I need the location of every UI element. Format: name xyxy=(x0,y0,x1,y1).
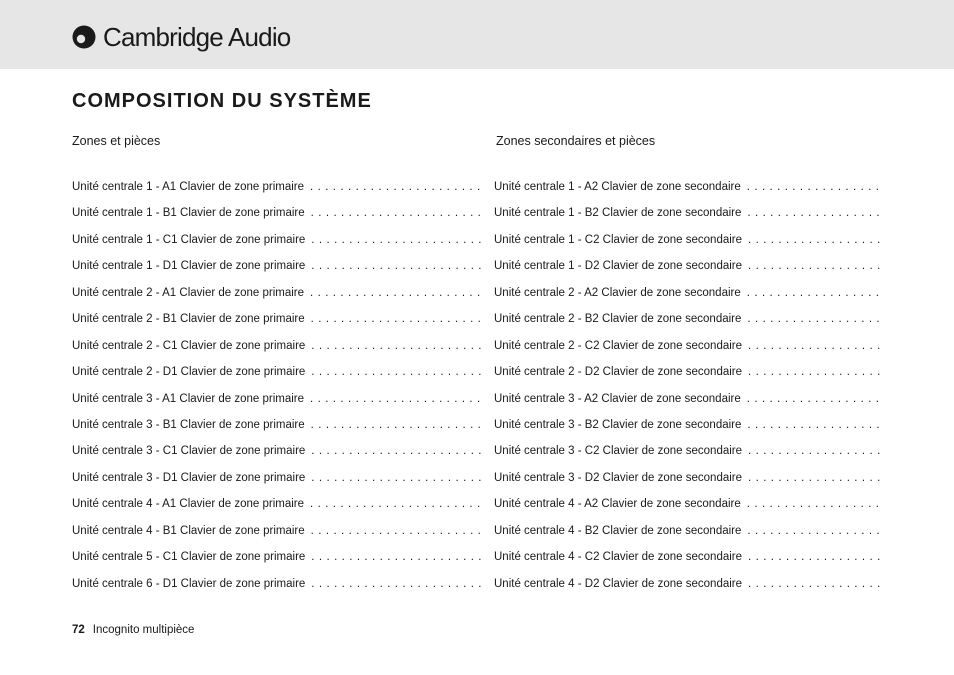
list-item xyxy=(72,363,482,389)
list-item xyxy=(72,416,482,442)
dot-leader xyxy=(748,231,884,249)
dot-leader xyxy=(311,231,482,249)
row-label: Unité centrale 1 - B1 Clavier de zone primaire xyxy=(72,207,305,220)
dot-leader xyxy=(311,363,482,381)
row-label: Unité centrale 4 - B1 Clavier de zone primaire xyxy=(72,524,305,537)
row-label: Unité centrale 1 - C2 Clavier de zone secondaire xyxy=(494,233,743,246)
left-column-heading: Zones et pièces xyxy=(72,134,161,148)
row-label: Unité centrale 3 - C2 Clavier de zone secondaire xyxy=(494,445,743,458)
page-number: 72 xyxy=(72,624,85,636)
row-label: Unité centrale 4 - A2 Clavier de zone secondaire xyxy=(494,498,741,511)
dot-leader xyxy=(747,495,884,513)
list-item xyxy=(494,284,884,310)
row-label: Unité centrale 1 - C1 Clavier de zone primaire xyxy=(72,233,306,246)
list-item xyxy=(494,204,884,230)
row-label: Unité centrale 2 - C2 Clavier de zone secondaire xyxy=(494,339,743,352)
dot-leader xyxy=(747,178,884,196)
row-label: Unité centrale 2 - B1 Clavier de zone primaire xyxy=(72,313,305,326)
list-item xyxy=(72,469,482,495)
section-name: Incognito multipièce xyxy=(92,624,195,636)
dot-leader xyxy=(748,363,884,381)
row-label: Unité centrale 4 - C2 Clavier de zone secondaire xyxy=(494,551,743,564)
list-item xyxy=(494,548,884,574)
dot-leader xyxy=(748,575,884,593)
list-item xyxy=(72,257,482,283)
list-item xyxy=(72,178,482,204)
row-label: Unité centrale 1 - D2 Clavier de zone secondaire xyxy=(494,260,743,273)
dot-leader xyxy=(310,495,482,513)
page-header xyxy=(0,0,954,69)
row-label: Unité centrale 5 - C1 Clavier de zone primaire xyxy=(72,551,306,564)
row-label: Unité centrale 4 - D2 Clavier de zone secondaire xyxy=(494,577,743,590)
row-label: Unité centrale 2 - D1 Clavier de zone primaire xyxy=(72,366,306,379)
dot-leader xyxy=(311,548,482,566)
brand-name: Cambridge Audio xyxy=(103,21,291,52)
row-label: Unité centrale 3 - A1 Clavier de zone primaire xyxy=(72,392,305,405)
dot-leader xyxy=(310,178,482,196)
secondary-zones-list xyxy=(494,178,884,601)
row-label: Unité centrale 1 - D1 Clavier de zone primaire xyxy=(72,260,306,273)
page-footer xyxy=(72,624,194,636)
row-label: Unité centrale 4 - A1 Clavier de zone primaire xyxy=(72,498,305,511)
row-label: Unité centrale 2 - A2 Clavier de zone secondaire xyxy=(494,286,741,299)
list-item xyxy=(494,337,884,363)
list-item xyxy=(494,231,884,257)
list-item xyxy=(72,390,482,416)
list-item xyxy=(72,522,482,548)
dot-leader xyxy=(747,390,884,408)
dot-leader xyxy=(748,337,884,355)
dot-leader xyxy=(748,469,884,487)
dot-leader xyxy=(310,390,482,408)
list-item xyxy=(72,284,482,310)
row-label: Unité centrale 6 - D1 Clavier de zone primaire xyxy=(72,577,306,590)
row-label: Unité centrale 3 - B1 Clavier de zone primaire xyxy=(72,418,305,431)
list-item xyxy=(72,231,482,257)
dot-leader xyxy=(310,284,482,302)
cambridge-audio-logo-icon xyxy=(72,25,96,49)
row-label: Unité centrale 3 - B2 Clavier de zone secondaire xyxy=(494,418,742,431)
dot-leader xyxy=(747,416,884,434)
list-item xyxy=(72,548,482,574)
row-label: Unité centrale 2 - A1 Clavier de zone primaire xyxy=(72,286,305,299)
dot-leader xyxy=(311,442,482,460)
dot-leader xyxy=(747,284,884,302)
list-item xyxy=(494,495,884,521)
list-item xyxy=(494,363,884,389)
list-item xyxy=(494,575,884,601)
row-label: Unité centrale 3 - C1 Clavier de zone primaire xyxy=(72,445,306,458)
dot-leader xyxy=(311,337,482,355)
list-item xyxy=(494,522,884,548)
dot-leader xyxy=(311,469,482,487)
list-item xyxy=(494,178,884,204)
list-item xyxy=(72,310,482,336)
row-label: Unité centrale 2 - D2 Clavier de zone secondaire xyxy=(494,366,743,379)
primary-zones-list xyxy=(72,178,482,601)
dot-leader xyxy=(311,416,482,434)
dot-leader xyxy=(748,548,884,566)
list-item xyxy=(72,575,482,601)
dot-leader xyxy=(311,575,482,593)
dot-leader xyxy=(311,257,482,275)
row-label: Unité centrale 3 - D1 Clavier de zone primaire xyxy=(72,471,306,484)
list-item xyxy=(72,204,482,230)
right-column-heading: Zones secondaires et pièces xyxy=(496,134,656,148)
dot-leader xyxy=(311,522,482,540)
list-item xyxy=(494,257,884,283)
dot-leader xyxy=(747,522,884,540)
list-item xyxy=(494,310,884,336)
dot-leader xyxy=(748,442,884,460)
dot-leader xyxy=(748,257,884,275)
list-item xyxy=(494,469,884,495)
row-label: Unité centrale 3 - A2 Clavier de zone secondaire xyxy=(494,392,741,405)
row-label: Unité centrale 1 - A2 Clavier de zone secondaire xyxy=(494,181,741,193)
list-item xyxy=(72,442,482,468)
row-label: Unité centrale 1 - B2 Clavier de zone secondaire xyxy=(494,207,742,220)
row-label: Unité centrale 2 - B2 Clavier de zone secondaire xyxy=(494,313,742,326)
dot-leader xyxy=(747,310,884,328)
list-item xyxy=(72,495,482,521)
brand-logo xyxy=(72,22,290,52)
row-label: Unité centrale 4 - B2 Clavier de zone secondaire xyxy=(494,524,742,537)
row-label: Unité centrale 1 - A1 Clavier de zone primaire xyxy=(72,181,305,193)
list-item xyxy=(494,390,884,416)
dot-leader xyxy=(311,204,482,222)
list-item xyxy=(494,442,884,468)
dot-leader xyxy=(311,310,482,328)
row-label: Unité centrale 3 - D2 Clavier de zone secondaire xyxy=(494,471,743,484)
dot-leader xyxy=(747,204,884,222)
row-label: Unité centrale 2 - C1 Clavier de zone primaire xyxy=(72,339,306,352)
page-title: COMPOSITION DU SYSTÈME xyxy=(72,90,372,112)
list-item xyxy=(494,416,884,442)
list-item xyxy=(72,337,482,363)
